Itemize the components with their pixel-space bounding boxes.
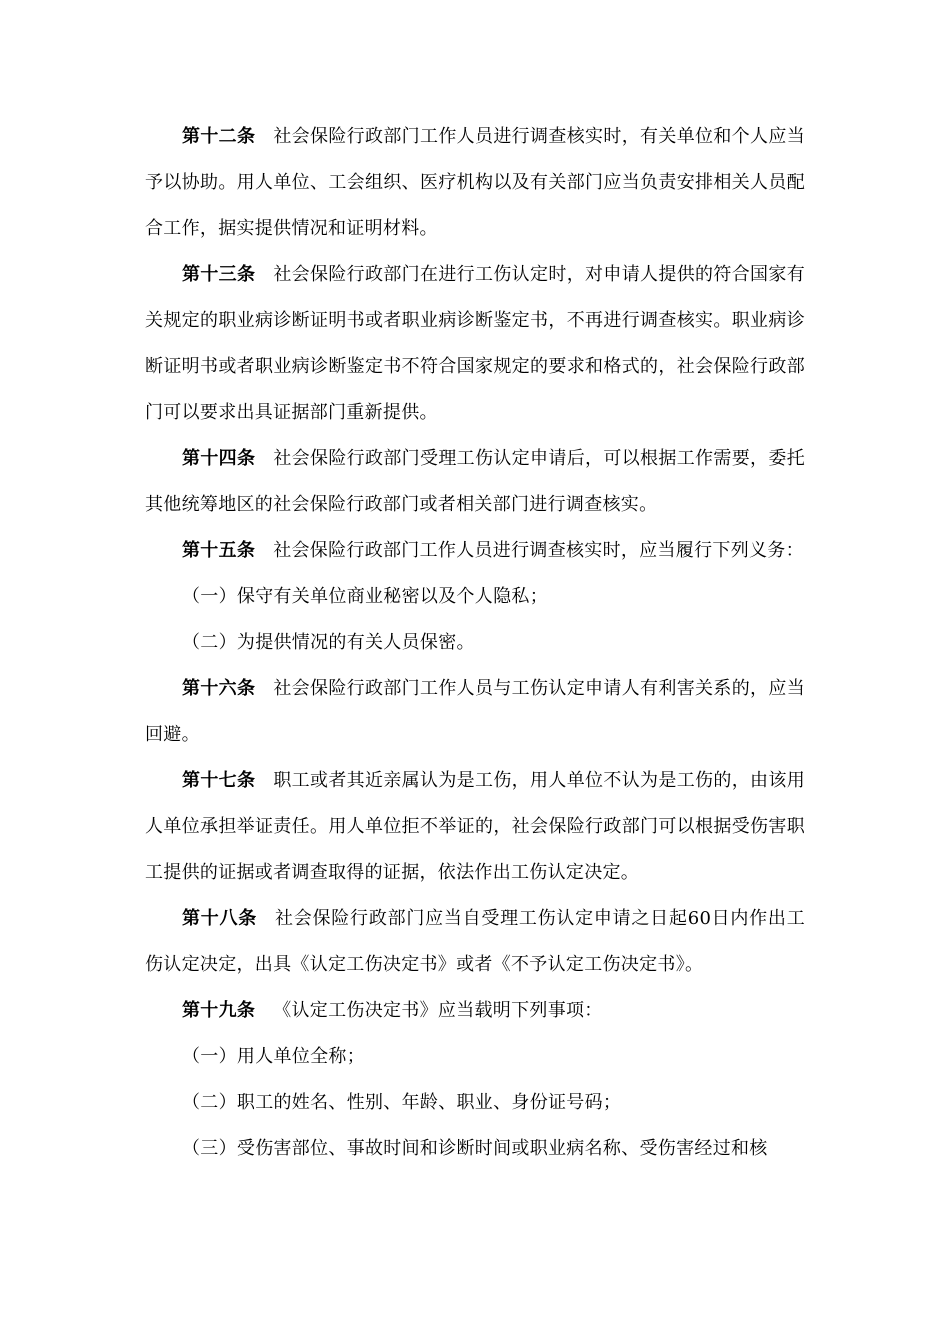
article-label: 第十二条: [182, 126, 256, 147]
article-text: 社会保险行政部门应当自受理工伤认定申请之日起60日内作出工伤认定决定，出具《认定工伤决定书》或者《不予认定工伤决定书》。: [145, 908, 805, 975]
article-15: [145, 528, 805, 574]
article-text: 社会保险行政部门受理工伤认定申请后，可以根据工作需要，委托其他统筹地区的社会保险行政部门或者相关部门进行调查核实。: [145, 448, 805, 515]
article-text: 《认定工伤决定书》应当载明下列事项：: [273, 1000, 603, 1021]
article-12: [145, 114, 805, 252]
article-label: 第十八条: [182, 908, 258, 929]
article-text: 职工或者其近亲属认为是工伤，用人单位不认为是工伤的，由该用人单位承担举证责任。用人单位拒不举证的，社会保险行政部门可以根据受伤害职工提供的证据或者调查取得的证据，依法作出工伤认定决定。: [145, 770, 805, 883]
document-page: [145, 114, 805, 1172]
article-label: 第十五条: [182, 540, 256, 561]
article-label: 第十四条: [182, 448, 256, 469]
list-item: （一）保守有关单位商业秘密以及个人隐私；: [182, 586, 548, 607]
article-label: 第十三条: [182, 264, 256, 285]
article-text: 社会保险行政部门工作人员进行调查核实时，应当履行下列义务：: [273, 540, 804, 561]
article-14: [145, 436, 805, 528]
article-19: [145, 988, 805, 1034]
article-17: [145, 758, 805, 896]
article-13: [145, 252, 805, 436]
list-item: （二）职工的姓名、性别、年龄、职业、身份证号码；: [182, 1092, 622, 1113]
article-text: 社会保险行政部门在进行工伤认定时，对申请人提供的符合国家有关规定的职业病诊断证明书或者职业病诊断鉴定书，不再进行调查核实。职业病诊断证明书或者职业病诊断鉴定书不符合国家规定的要求和格式的，社会保险行政部门可以要求出具证据部门重新提供。: [145, 264, 805, 423]
article-text: 社会保险行政部门工作人员与工伤认定申请人有利害关系的，应当回避。: [145, 678, 805, 745]
list-item: （三）受伤害部位、事故时间和诊断时间或职业病名称、受伤害经过和核: [182, 1138, 768, 1159]
article-16: [145, 666, 805, 758]
article-label: 第十九条: [182, 1000, 256, 1021]
article-text: 社会保险行政部门工作人员进行调查核实时，有关单位和个人应当予以协助。用人单位、工会组织、医疗机构以及有关部门应当负责安排相关人员配合工作，据实提供情况和证明材料。: [145, 126, 805, 239]
article-label: 第十六条: [182, 678, 256, 699]
list-item: （一）用人单位全称；: [182, 1046, 365, 1067]
list-item: （二）为提供情况的有关人员保密。: [182, 632, 475, 653]
article-18: [145, 896, 805, 988]
article-label: 第十七条: [182, 770, 256, 791]
